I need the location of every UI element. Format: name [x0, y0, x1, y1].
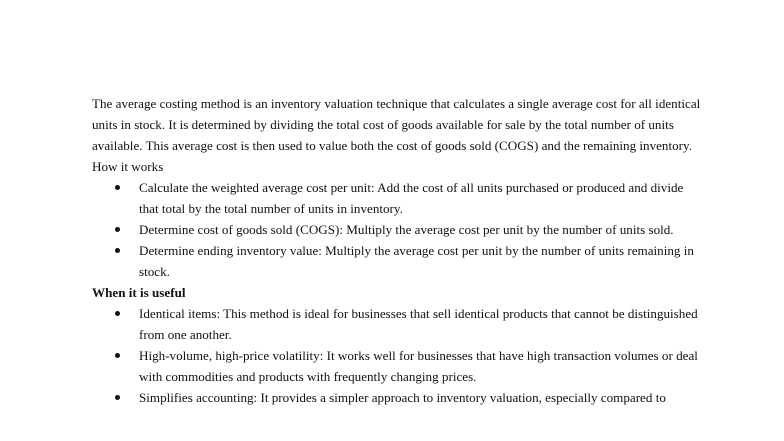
list-item-text: Simplifies accounting: It provides a simpler approach to inventory valuation, especially compared to — [139, 390, 666, 405]
list-item-text: Calculate the weighted average cost per unit: Add the cost of all units purchased or produced and divide that total by the total number of units in inventory. — [139, 180, 684, 216]
bullet-icon — [115, 227, 120, 232]
bullet-icon — [115, 185, 120, 190]
section-heading-how-it-works: How it works — [92, 159, 164, 174]
list-item-text: Identical items: This method is ideal for businesses that sell identical products that cannot be distinguished from one another. — [139, 306, 698, 342]
list-item-text: Determine cost of goods sold (COGS): Multiply the average cost per unit by the number of units sold. — [139, 222, 674, 237]
list-item — [139, 240, 702, 282]
document-body — [92, 93, 702, 408]
when-useful-list — [92, 303, 702, 408]
list-item — [139, 303, 702, 345]
list-item — [139, 345, 702, 387]
section-heading-when-useful: When it is useful — [92, 285, 186, 300]
bullet-icon — [115, 395, 120, 400]
list-item-text: Determine ending inventory value: Multiply the average cost per unit by the number of units remaining in stock. — [139, 243, 694, 279]
list-item — [139, 219, 702, 240]
how-it-works-list — [92, 177, 702, 282]
list-item-text: High-volume, high-price volatility: It works well for businesses that have high transaction volumes or deal with commodities and products with frequently changing prices. — [139, 348, 698, 384]
list-item — [139, 177, 702, 219]
intro-paragraph: The average costing method is an inventory valuation technique that calculates a single average cost for all identical units in stock. It is determined by dividing the total cost of goods available for sale by the total number of units available. This average cost is then used to value both the cost of goods sold (COGS) and the remaining inventory. — [92, 96, 701, 153]
list-item — [139, 387, 702, 408]
bullet-icon — [115, 353, 120, 358]
bullet-icon — [115, 248, 120, 253]
bullet-icon — [115, 311, 120, 316]
